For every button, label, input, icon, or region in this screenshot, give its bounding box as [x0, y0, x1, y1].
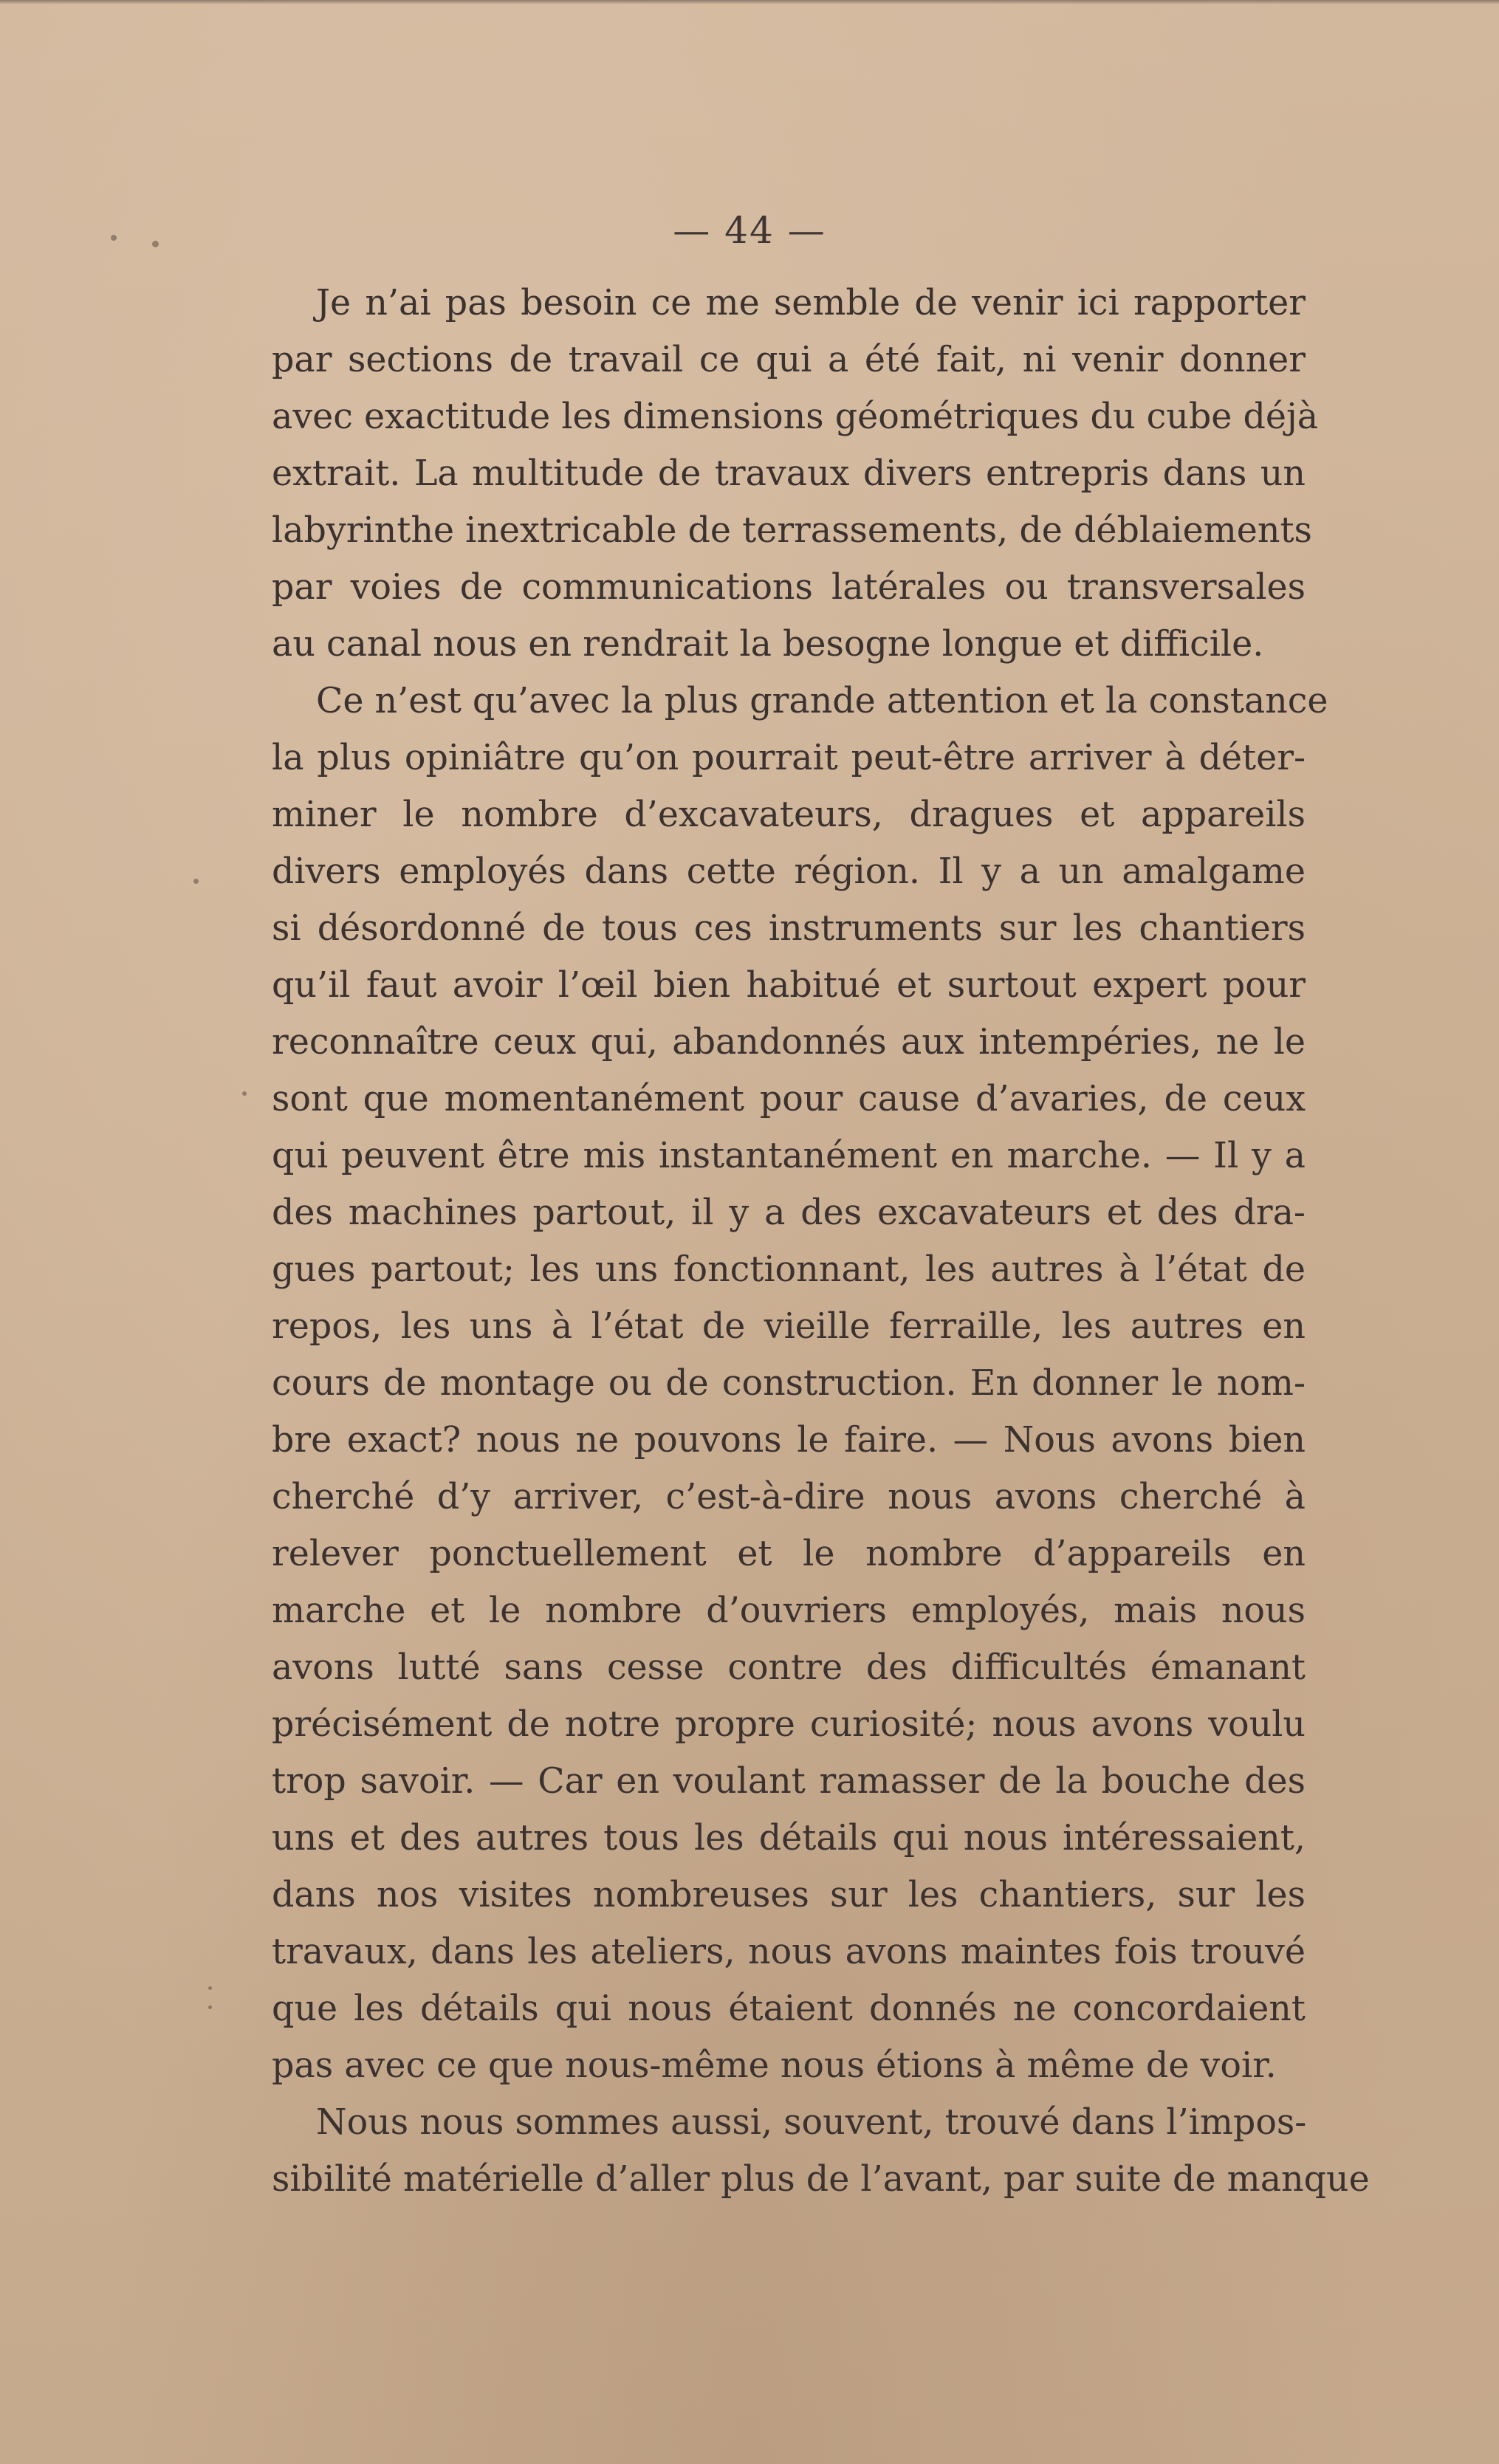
text-line: par sections de travail ce qui a été fait, ni venir donner: [272, 340, 1306, 380]
text-line: relever ponctuellement et le nombre d’appareils en: [272, 1534, 1306, 1574]
text-line: pas avec ce que nous-même nous étions à même de voir.: [272, 2045, 1277, 2086]
text-line: uns et des autres tous les détails qui nous intéressaient,: [272, 1818, 1306, 1859]
text-line: divers employés dans cette région. Il y a un amalgame: [272, 851, 1306, 892]
text-line: bre exact? nous ne pouvons le faire. — Nous avons bien: [272, 1420, 1306, 1461]
text-line: cherché d’y arriver, c’est-à-dire nous avons cherché à: [272, 1477, 1306, 1517]
text-line: avons lutté sans cesse contre des difficultés émanant: [272, 1647, 1306, 1688]
body-text: [272, 275, 1370, 2208]
text-line: marche et le nombre d’ouvriers employés, mais nous: [272, 1590, 1306, 1631]
text-line: par voies de communications latérales ou transversales: [272, 567, 1306, 608]
paper-speck: [208, 1986, 212, 1990]
paper-speck: [152, 241, 159, 247]
text-line: reconnaître ceux qui, abandonnés aux intempéries, ne le: [272, 1022, 1306, 1063]
text-line: Ce n’est qu’avec la plus grande attention et la constance: [316, 681, 1328, 721]
text-line: précisément de notre propre curiosité; nous avons voulu: [272, 1704, 1306, 1745]
paper-speck: [242, 1091, 247, 1096]
text-line: si désordonné de tous ces instruments sur les chantiers: [272, 908, 1306, 949]
paper-speck: [111, 235, 117, 241]
text-line: sont que momentanément pour cause d’avaries, de ceux: [272, 1079, 1306, 1119]
paper-speck: [208, 2005, 212, 2009]
text-line: travaux, dans les ateliers, nous avons maintes fois trouvé: [272, 1932, 1306, 1972]
text-line: avec exactitude les dimensions géométriques du cube déjà: [272, 397, 1319, 437]
text-line: trop savoir. — Car en voulant ramasser de la bouche des: [272, 1761, 1306, 1802]
text-line: Je n’ai pas besoin ce me semble de venir ici rapporter: [316, 283, 1306, 323]
text-line: miner le nombre d’excavateurs, dragues et appareils: [272, 795, 1306, 835]
text-line: des machines partout, il y a des excavateurs et des dra-: [272, 1192, 1306, 1233]
text-line: Nous nous sommes aussi, souvent, trouvé dans l’impos-: [316, 2102, 1307, 2143]
page-number: — 44 —: [673, 209, 826, 252]
text-line: que les détails qui nous étaient donnés ne concordaient: [272, 1988, 1306, 2029]
text-line: gues partout; les uns fonctionnant, les autres à l’état de: [272, 1249, 1306, 1290]
text-line: la plus opiniâtre qu’on pourrait peut-être arriver à déter-: [272, 738, 1306, 778]
paper-speck: [193, 879, 199, 884]
text-line: au canal nous en rendrait la besogne longue et difficile.: [272, 624, 1264, 665]
text-line: qui peuvent être mis instantanément en marche. — Il y a: [272, 1136, 1306, 1176]
text-line: sibilité matérielle d’aller plus de l’avant, par suite de manque: [272, 2159, 1370, 2200]
text-line: cours de montage ou de construction. En donner le nom-: [272, 1363, 1306, 1404]
page-top-edge: [0, 0, 1499, 4]
text-line: qu’il faut avoir l’œil bien habitué et surtout expert pour: [272, 965, 1306, 1006]
text-line: dans nos visites nombreuses sur les chantiers, sur les: [272, 1875, 1306, 1915]
text-line: extrait. La multitude de travaux divers entrepris dans un: [272, 453, 1306, 494]
text-line: repos, les uns à l’état de vieille ferraille, les autres en: [272, 1306, 1306, 1347]
text-line: labyrinthe inextricable de terrassements, de déblaiements: [272, 510, 1312, 551]
